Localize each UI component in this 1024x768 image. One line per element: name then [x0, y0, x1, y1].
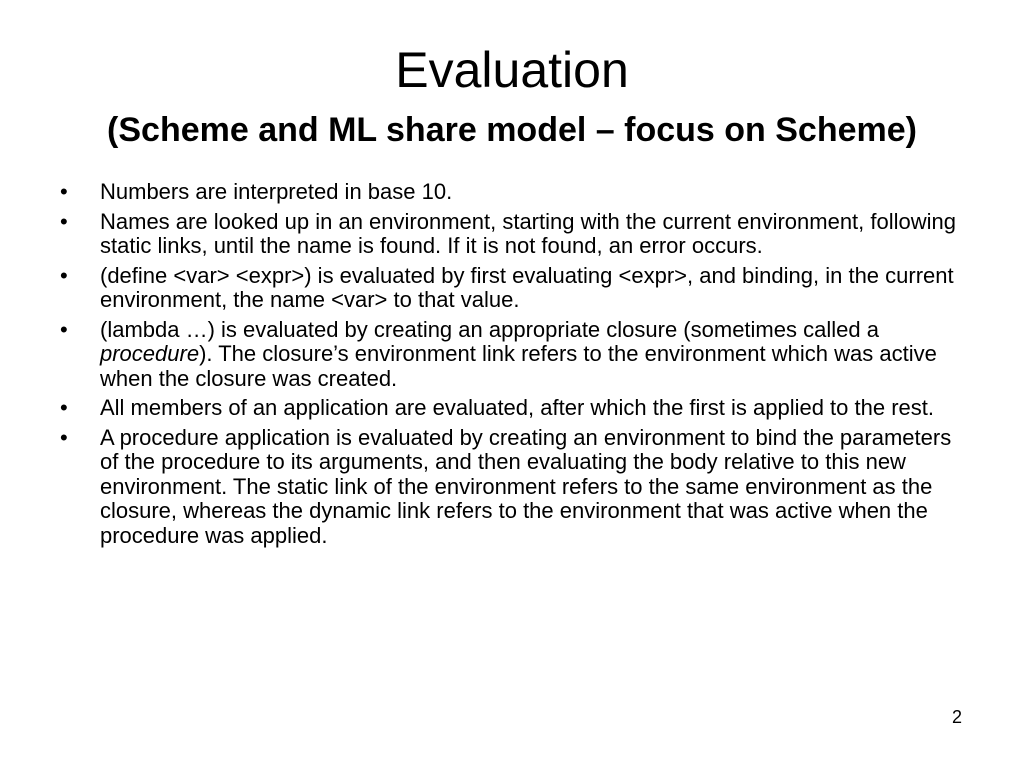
bullet-text-after: ). The closure’s environment link refers to the environment which was active when the closure was created. — [100, 341, 937, 391]
bullet-icon: • — [60, 316, 68, 342]
bullet-item-define — [60, 264, 965, 313]
bullet-text: All members of an application are evaluated, after which the first is applied to the rest. — [100, 395, 934, 420]
bullet-emphasis: procedure — [100, 341, 200, 366]
bullet-icon: • — [60, 208, 68, 234]
bullet-list — [60, 180, 965, 553]
bullet-text-before: (lambda …) is evaluated by creating an appropriate closure (sometimes called a — [100, 316, 879, 342]
bullet-icon: • — [60, 179, 68, 204]
bullet-text: Numbers are interpreted in base 10. — [100, 179, 453, 204]
bullet-icon: • — [60, 262, 68, 288]
bullet-text: (define <var> <expr>) is evaluated by first evaluating <expr>, and binding, in the current environment, the name <var> to that value. — [100, 262, 954, 312]
page-number: 2 — [951, 707, 962, 727]
bullet-icon: • — [60, 424, 68, 450]
bullet-item-names — [60, 210, 965, 259]
bullet-item-lambda — [60, 318, 965, 392]
bullet-text: A procedure application is evaluated by creating an environment to bind the parameters of the procedure to its arguments, and then evaluating the body relative to this new environment. The static link of the environment refers to the same environment as the closure, whereas the dynamic link refers to the environment that was active when the procedure was applied. — [100, 424, 952, 548]
bullet-icon: • — [60, 395, 68, 420]
bullet-item-application — [60, 396, 965, 421]
slide-title: Evaluation — [395, 42, 629, 98]
bullet-item-numbers — [60, 180, 965, 205]
bullet-text: Names are looked up in an environment, starting with the current environment, following static links, until the name is found. If it is not found, an error occurs. — [100, 208, 957, 258]
bullet-item-procedure-application — [60, 426, 965, 549]
slide-subtitle: (Scheme and ML share model – focus on Scheme) — [107, 111, 917, 149]
